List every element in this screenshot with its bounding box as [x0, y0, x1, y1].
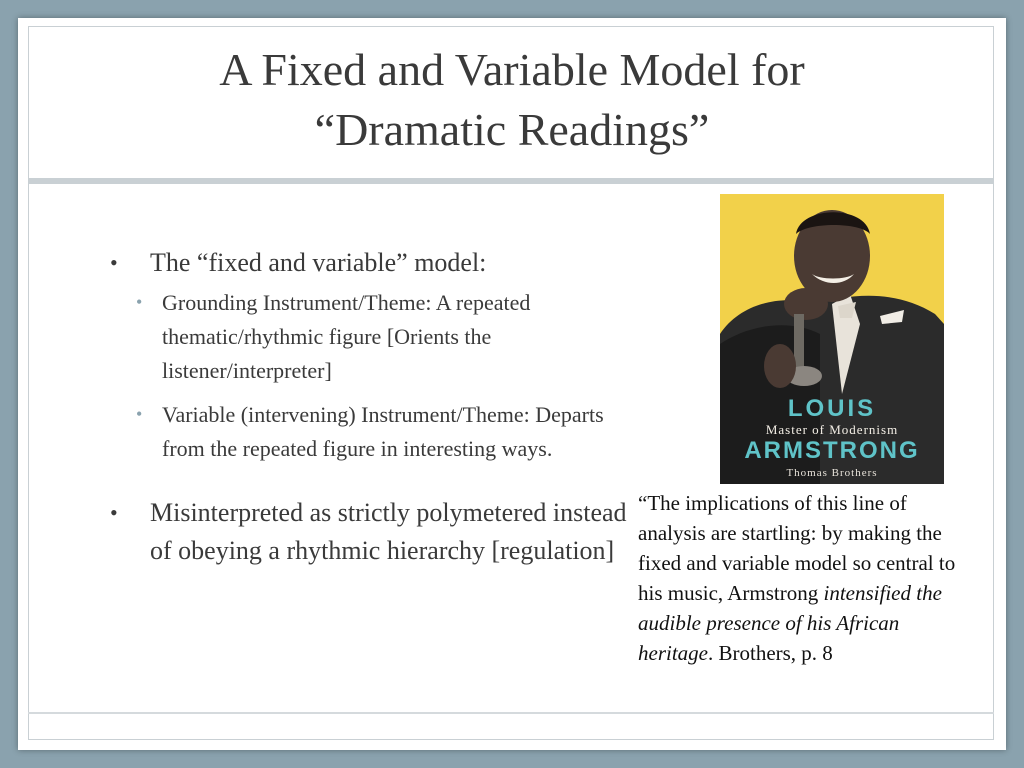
figure-hand	[784, 288, 828, 320]
slide	[18, 18, 1006, 750]
bullet-item-misinterpreted	[110, 494, 630, 570]
quote-italic-text: intensified the audible presence of his African heritage	[638, 581, 942, 665]
sub-bullet-grounding-instrument	[136, 286, 630, 388]
sub-bullet-list	[110, 286, 630, 466]
sub-bullet-variable-instrument	[136, 398, 630, 466]
sub-bullet-icon: •	[136, 404, 143, 424]
quote-text-part-1: “The implications of this line of analysis are startling: by making the fixed and variable model so central to his music, Armstrong	[638, 491, 956, 605]
title-line-2: “Dramatic Readings”	[314, 104, 710, 155]
sub-bullet-text: Grounding Instrument/Theme: A repeated thematic/rhythmic figure [Orients the listener/interpreter]	[162, 290, 531, 383]
book-author: Thomas Brothers	[786, 467, 878, 479]
bullet-text: The “fixed and variable” model:	[150, 248, 487, 277]
sub-bullet-icon: •	[136, 292, 143, 312]
book-subtitle: Master of Modernism	[765, 422, 899, 437]
bullet-text: Misinterpreted as strictly polymetered instead of obeying a rhythmic hierarchy [regulation]	[150, 498, 627, 565]
book-cover-image	[720, 194, 944, 484]
quote-text-part-2: . Brothers, p. 8	[707, 641, 833, 665]
book-title-armstrong: ARMSTRONG	[744, 437, 920, 464]
bullet-list	[110, 244, 630, 570]
book-quote	[638, 488, 978, 668]
bullet-icon: •	[110, 500, 118, 525]
bullet-icon: •	[110, 250, 118, 275]
sub-bullet-text: Variable (intervening) Instrument/Theme: Departs from the repeated figure in interesting ways.	[162, 402, 604, 461]
book-title-louis: LOUIS	[787, 395, 877, 422]
title-divider	[28, 178, 994, 184]
book-cover-illustration	[720, 194, 944, 484]
figure-lower-hand	[764, 344, 796, 388]
bottom-divider	[28, 712, 994, 714]
bullet-item-fixed-variable-model	[110, 244, 630, 282]
slide-title	[18, 40, 1006, 160]
title-line-1: A Fixed and Variable Model for	[219, 44, 805, 95]
